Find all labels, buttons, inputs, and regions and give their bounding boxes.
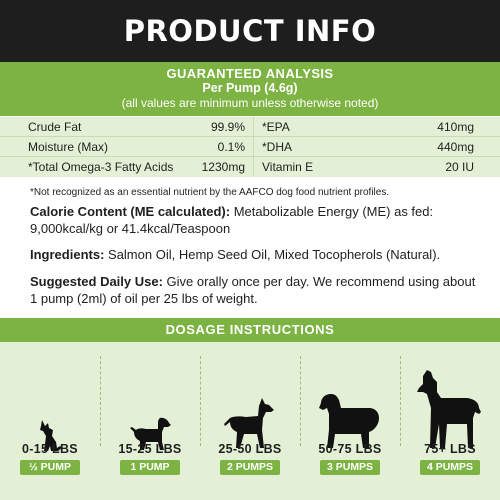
analysis-subtitle: Per Pump (4.6g) [202,81,298,95]
ingredients-text: Salmon Oil, Hemp Seed Oil, Mixed Tocopherols (Natural). [104,247,441,262]
analysis-note: (all values are minimum unless otherwise noted) [121,96,379,110]
dosage-item [200,342,300,500]
nutrient-value: 440mg [437,139,474,154]
nutrient-name: *Total Omega-3 Fatty Acids [28,160,174,174]
nutrient-name: *EPA [262,119,290,134]
page-title: PRODUCT INFO [123,14,377,48]
nutrient-name: Vitamin E [262,160,314,174]
dosage-grid [0,342,500,500]
weight-range: 50-75 LBS [318,442,382,456]
weight-range: 25-50 LBS [218,442,282,456]
pump-badge: 2 PUMPS [220,460,280,475]
dosage-item [300,342,400,500]
nutrient-row [0,137,500,157]
giant-dog-icon [415,368,485,452]
suggested-text: Give orally once per day. We recommend using about 1 pump (2ml) of oil per 25 lbs of weight. [30,274,476,306]
pump-badge: 4 PUMPS [420,460,480,475]
calorie-label: Calorie Content (ME calculated): [30,204,231,219]
nutrient-table [0,117,500,177]
nutrient-row [0,157,500,177]
nutrient-name: Moisture (Max) [28,139,109,154]
header-bar [0,0,500,62]
aafco-footnote: *Not recognized as an essential nutrient by the AAFCO dog food nutrient profiles. [30,187,390,198]
nutrient-value: 0.1% [217,139,245,154]
nutrient-row [0,117,500,137]
suggested-label: Suggested Daily Use: [30,274,163,289]
weight-range: 75+ LBS [424,442,476,456]
pump-badge: 3 PUMPS [320,460,380,475]
suggested-use [30,273,480,307]
ingredients-label: Ingredients: [30,247,105,262]
dosage-item [0,342,100,500]
calorie-content [30,203,480,237]
nutrient-value: 20 IU [445,160,474,174]
nutrient-name: *DHA [262,139,293,154]
dosage-item [100,342,200,500]
nutrient-value: 410mg [437,119,474,134]
nutrient-value: 99.9% [210,119,245,134]
calorie-text: Metabolizable Energy (ME) as fed: 9,000kcal/kg or 41.4kcal/Teaspoon [30,204,434,236]
guaranteed-analysis-header [0,62,500,116]
analysis-title: GUARANTEED ANALYSIS [166,66,334,81]
pump-badge: ½ PUMP [20,460,80,475]
weight-range: 0-15 LBS [22,442,78,456]
nutrient-value: 1230mg [201,160,245,174]
weight-range: 15-25 LBS [118,442,182,456]
pump-badge: 1 PUMP [120,460,180,475]
dosage-title: DOSAGE INSTRUCTIONS [0,318,500,342]
dosage-item [400,342,500,500]
nutrient-name: Crude Fat [28,119,82,134]
ingredients [30,246,480,263]
